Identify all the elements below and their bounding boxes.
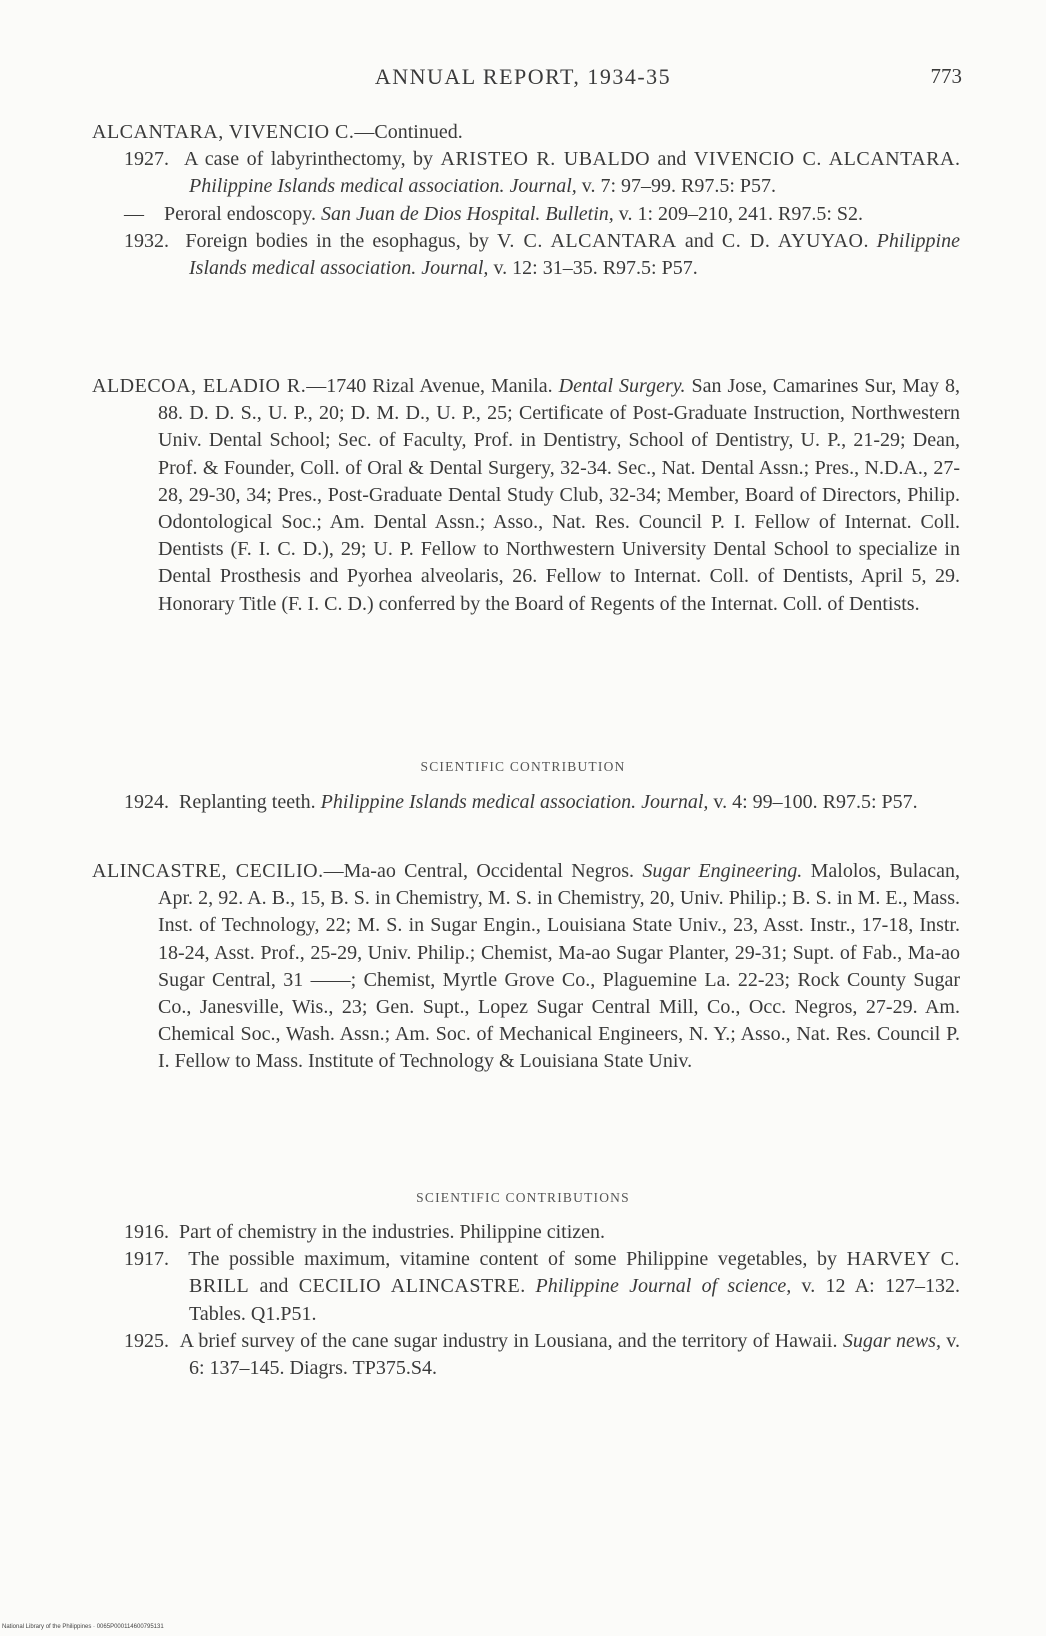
contribution-item: — Peroral endoscopy. San Juan de Dios Hospital. Bulletin, v. 1: 209–210, 241. R97.5: S2. — [124, 202, 864, 225]
entry-aldecoa — [92, 373, 960, 618]
contribution-item: 1917. The possible maximum, vitamine content of some Philippine vegetables, by HARVEY C. BRILL and CECILIO ALINCASTRE. Philippine Journal of science, v. 12 A: 127–132. Tables. Q1.P51. — [124, 1248, 961, 1325]
section-heading: SCIENTIFIC CONTRIBUTIONS — [416, 1190, 630, 1205]
entry-biography: ALDECOA, ELADIO R.—1740 Rizal Avenue, Manila. Dental Surgery. San Jose, Camarines Sur, May 8, 88. D. D. S., U. P., 20; D. M. D., U. P., 25; Certificate of Post-Graduate Instruction, Northwestern Univ. Dental School; Sec. of Faculty, Prof. in Dentistry, School of Dentistry, U. P., 21-29; Dean, Prof. & Founder, Coll. of Oral & Dental Surgery, 32-34. Sec., Nat. Dental Assn.; Pres., N.D.A., 27-28, 29-30, 34; Pres., Post-Graduate Dental Study Club, 32-34; Member, Board of Directors, Philip. Odontological Soc.; Am. Dental Assn.; Asso., Nat. Res. Council P. I. Fellow of Internat. Coll. Dentists (F. I. C. D.), 29; U. P. Fellow to Northwestern University Dental School to specialize in Dental Prosthesis and Pyorhea alveolaris, 26. Fellow to Internat. Coll. of Dentists, April 5, 29. Honorary Title (F. I. C. D.) conferred by the Board of Regents of the Internat. Coll. of Dentists. — [92, 375, 960, 615]
entry-heading: ALCANTARA, VIVENCIO C.—Continued. — [92, 121, 463, 143]
page-number: 773 — [930, 64, 962, 88]
scan-footer: National Library of the Philippines · 0065P000114600795131 — [2, 1624, 164, 1630]
contribution-item: 1925. A brief survey of the cane sugar industry in Lousiana, and the territory of Hawaii. Sugar news, v. 6: 137–145. Diagrs. TP375.S4. — [124, 1329, 960, 1380]
contribution-item: 1927. A case of labyrinthectomy, by ARISTEO R. UBALDO and VIVENCIO C. ALCANTARA. Philippine Islands medical association. Journal, v. 7: 97–99. R97.5: P57. — [124, 148, 960, 198]
contribution-item: 1916. Part of chemistry in the industries. Philippine citizen. — [124, 1221, 606, 1243]
page-header — [0, 64, 1046, 94]
entry-alcantara — [92, 119, 960, 282]
running-title: ANNUAL REPORT, 1934-35 — [374, 64, 672, 89]
section-heading: SCIENTIFIC CONTRIBUTION — [420, 759, 626, 774]
alincastre-contributions — [92, 1219, 960, 1382]
entry-alincastre — [92, 858, 960, 1076]
contribution-item: 1932. Foreign bodies in the esophagus, by V. C. ALCANTARA and C. D. AYUYAO. Philippine Islands medical association. Journal, v. 12: 31–35. R97.5: P57. — [124, 229, 960, 280]
aldecoa-contributions — [92, 789, 960, 816]
entry-biography: ALINCASTRE, CECILIO.—Ma-ao Central, Occidental Negros. Sugar Engineering. Malolos, Bulacan, Apr. 2, 92. A. B., 15, B. S. in Chemistry, M. S. in Chemistry, 20, Univ. Philip.; B. S. in M. E., Mass. Inst. of Technology, 22; M. S. in Sugar Engin., Louisiana State Univ., 23, Asst. Instr., 17-18, Instr. 18-24, Asst. Prof., 25-29, Univ. Philip.; Chemist, Ma-ao Sugar Planter, 29-31; Supt. of Fab., Ma-ao Sugar Central, 31 ——; Chemist, Myrtle Grove Co., Plaguemine La. 22-23; Rock County Sugar Co., Janesville, Wis., 23; Gen. Supt., Lopez Sugar Central Mill, Co., Occ. Negros, 27-29. Am. Chemical Soc., Wash. Assn.; Am. Soc. of Mechanical Engineers, N. Y.; Asso., Nat. Res. Council P. I. Fellow to Mass. Institute of Technology & Louisiana State Univ. — [92, 860, 960, 1073]
contribution-item: 1924. Replanting teeth. Philippine Islands medical association. Journal, v. 4: 99–100. R97.5: P57. — [124, 791, 918, 813]
